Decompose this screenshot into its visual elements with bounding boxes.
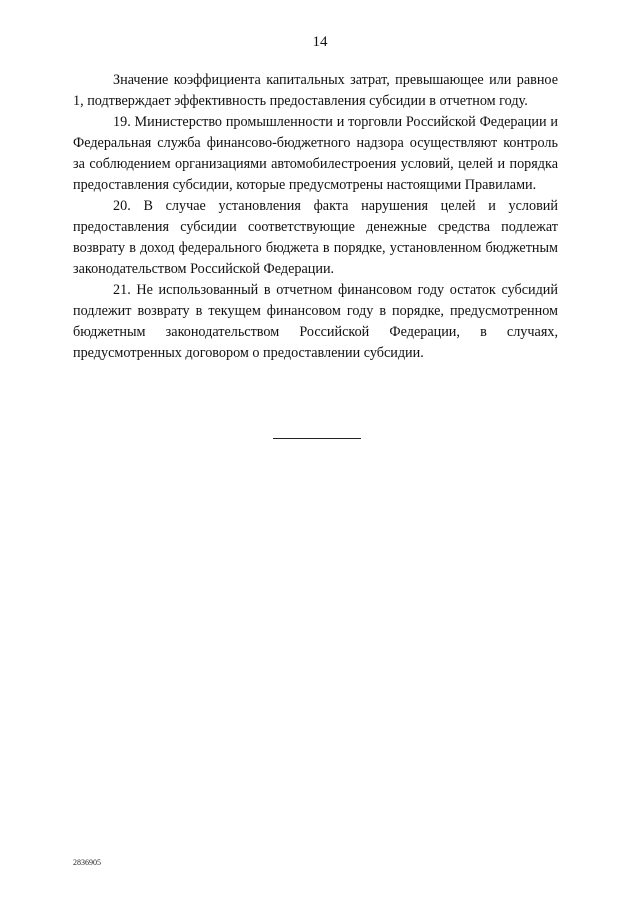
- paragraph-21-unused-balance: 21. Не использованный в отчетном финансовом году остаток субсидий подлежит возврату в текущем финансовом году в порядке, предусмотренном бюджетным законодательством Российской Федерации, в случаях, предусмотренных договором о предоставлении субсидии.: [73, 282, 558, 361]
- paragraph-19-control: 19. Министерство промышленности и торговли Российской Федерации и Федеральная служба финансово-бюджетного надзора осуществляют контроль за соблюдением организациями автомобилестроения условий, целей и порядка предоставления субсидии, которые предусмотрены настоящими Правилами.: [73, 114, 558, 193]
- paragraph-20-violation-refund: 20. В случае установления факта нарушения целей и условий предоставления субсидии соответствующие денежные средства подлежат возврату в доход федерального бюджета в порядке, установленном бюджетным законодательством Российской Федерации.: [73, 198, 558, 277]
- document-body: [73, 70, 558, 364]
- paragraph-capital-cost-ratio: Значение коэффициента капитальных затрат, превышающее или равное 1, подтверждает эффективность предоставления субсидии в отчетном году.: [73, 72, 558, 109]
- document-code: 2836905: [73, 858, 101, 867]
- page-number: 14: [312, 34, 328, 50]
- end-of-text-separator: [273, 438, 361, 439]
